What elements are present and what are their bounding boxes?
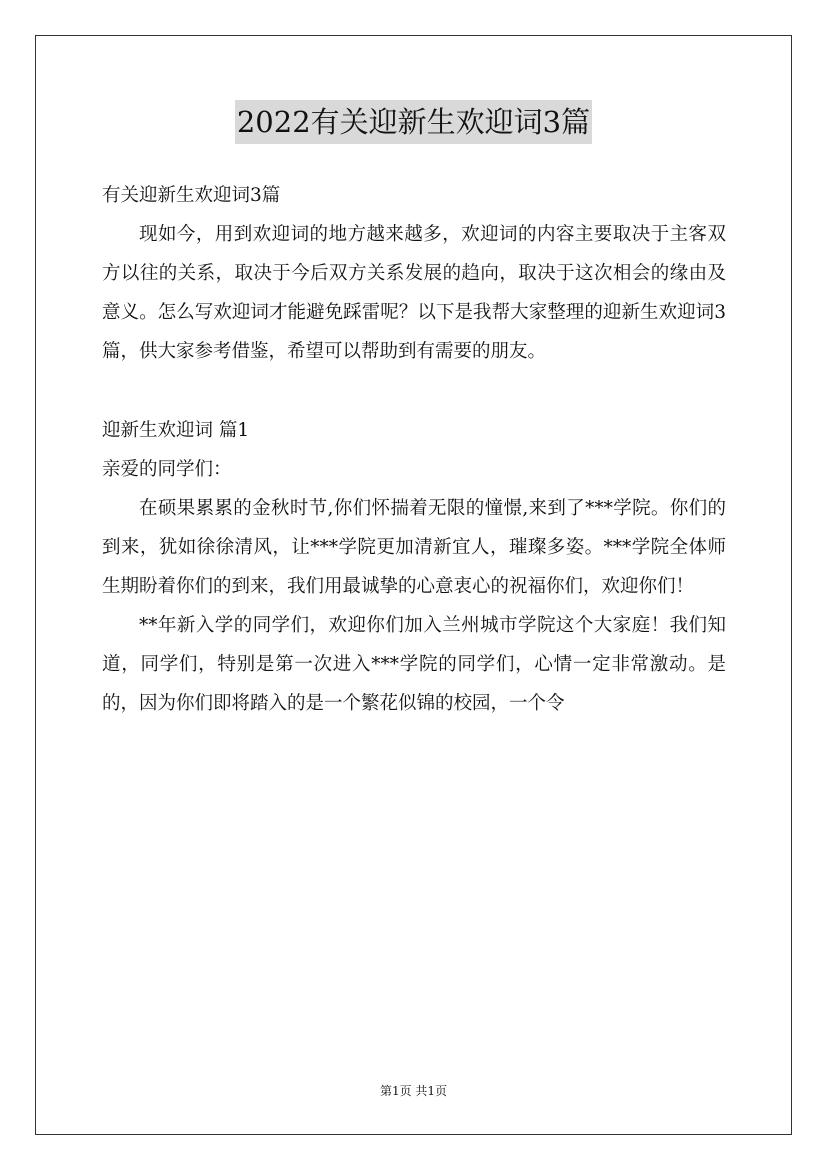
title-area (0, 100, 827, 144)
document-body (102, 176, 726, 723)
page-number: 第1页 共1页 (379, 1084, 448, 1098)
intro-paragraph: 现如今，用到欢迎词的地方越来越多，欢迎词的内容主要取决于主客双方以往的关系，取决于今后双方关系发展的趋向，取决于这次相会的缘由及意义。怎么写欢迎词才能避免踩雷呢？以下是我帮大家整理的迎新生欢迎词3篇，供大家参考借鉴，希望可以帮助到有需要的朋友。 (102, 224, 726, 362)
page-footer (0, 1083, 827, 1099)
document-subtitle: 有关迎新生欢迎词3篇 (102, 185, 281, 206)
section-heading: 迎新生欢迎词 篇1 (102, 420, 250, 441)
body-paragraph-1: 在硕果累累的金秋时节,你们怀揣着无限的憧憬,来到了***学院。你们的到来，犹如徐徐清风，让***学院更加清新宜人，璀璨多姿。***学院全体师生期盼着你们的到来，我们用最诚挚的心意衷心的祝福你们，欢迎你们！ (102, 498, 726, 597)
salutation: 亲爱的同学们： (102, 459, 232, 480)
document-title: 2022有关迎新生欢迎词3篇 (235, 100, 592, 144)
body-paragraph-2: **年新入学的同学们，欢迎你们加入兰州城市学院这个大家庭！我们知道，同学们，特别是第一次进入***学院的同学们，心情一定非常激动。是的，因为你们即将踏入的是一个繁花似锦的校园，一个令 (102, 615, 726, 714)
section-gap (102, 371, 726, 411)
